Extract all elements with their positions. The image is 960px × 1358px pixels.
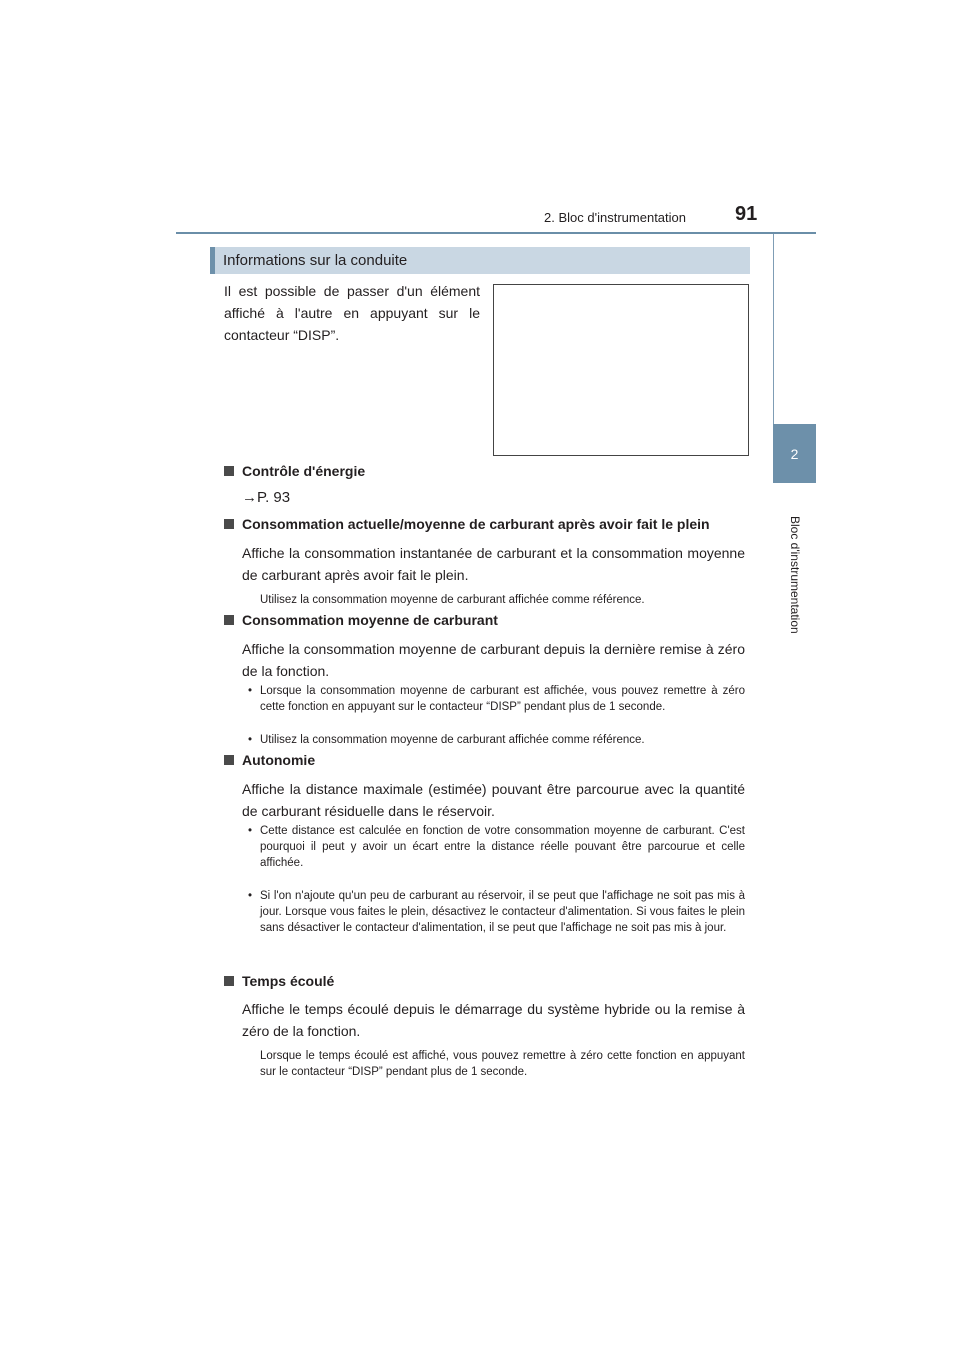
item-title: Temps écoulé: [224, 973, 334, 989]
page-reference: →P. 93: [242, 489, 291, 506]
bullet-dot-icon: •: [248, 825, 253, 837]
item-note: Utilisez la consommation moyenne de carburant affichée comme référence.: [260, 594, 645, 606]
header-rule: [176, 232, 816, 234]
bullet-dot-icon: •: [248, 685, 253, 697]
item-bullet: Si l'on n'ajoute qu'un peu de carburant au réservoir, il se peut que l'affichage ne soit pas mis à jour. Lorsque vous faites le plein, désactivez le contacteur d'alimentation. Si vous faites le plein sans désactiver le contacteur d'alimentation, il se peut que l'affichage ne soit pas mis à jour.: [260, 890, 745, 934]
square-bullet-icon: [224, 615, 234, 625]
item-title: Contrôle d'énergie: [224, 463, 365, 479]
item-bullet: Cette distance est calculée en fonction de votre consommation moyenne de carburant. C'est pourquoi il peut y avoir un écart entre la distance réelle pouvant être parcourue et celle affichée.: [260, 825, 745, 869]
item-title: Consommation actuelle/moyenne de carburant après avoir fait le plein: [224, 516, 710, 532]
item-title: Autonomie: [224, 752, 315, 768]
square-bullet-icon: [224, 466, 234, 476]
section-title-bar: [210, 247, 750, 274]
item-title: Consommation moyenne de carburant: [224, 612, 498, 628]
side-divider: [773, 234, 774, 424]
page-number: 91: [735, 203, 758, 225]
chapter-tab: [773, 424, 816, 483]
item-body: Affiche la distance maximale (estimée) pouvant être parcourue avec la quantité de carburant résiduelle dans le réservoir.: [242, 781, 745, 819]
chapter-tab-label: Bloc d'instrumentation: [788, 516, 802, 634]
bullet-dot-icon: •: [248, 890, 253, 902]
display-illustration-frame: [493, 284, 749, 456]
square-bullet-icon: [224, 976, 234, 986]
item-body: Affiche la consommation instantanée de carburant et la consommation moyenne de carburant après avoir fait le plein.: [242, 545, 745, 583]
bullet-dot-icon: •: [248, 734, 253, 746]
section-intro: Il est possible de passer d'un élément affiché à l'autre en appuyant sur le contacteur “DISP”.: [224, 283, 480, 343]
item-bullet: Utilisez la consommation moyenne de carburant affichée comme référence.: [260, 734, 645, 746]
item-body: Affiche le temps écoulé depuis le démarrage du système hybride ou la remise à zéro de la fonction.: [242, 1001, 745, 1039]
item-bullet: Lorsque la consommation moyenne de carburant est affichée, vous pouvez remettre à zéro cette fonction en appuyant sur le contacteur “DISP” pendant plus de 1 seconde.: [260, 685, 745, 713]
item-body: Affiche la consommation moyenne de carburant depuis la dernière remise à zéro de la fonction.: [242, 641, 745, 679]
section-title: Informations sur la conduite: [223, 252, 408, 269]
chapter-heading: 2. Bloc d'instrumentation: [544, 210, 686, 225]
item-note: Lorsque le temps écoulé est affiché, vous pouvez remettre à zéro cette fonction en appuyant sur le contacteur “DISP” pendant plus de 1 seconde.: [260, 1050, 745, 1078]
square-bullet-icon: [224, 755, 234, 765]
square-bullet-icon: [224, 519, 234, 529]
chapter-tab-number: 2: [790, 445, 799, 462]
